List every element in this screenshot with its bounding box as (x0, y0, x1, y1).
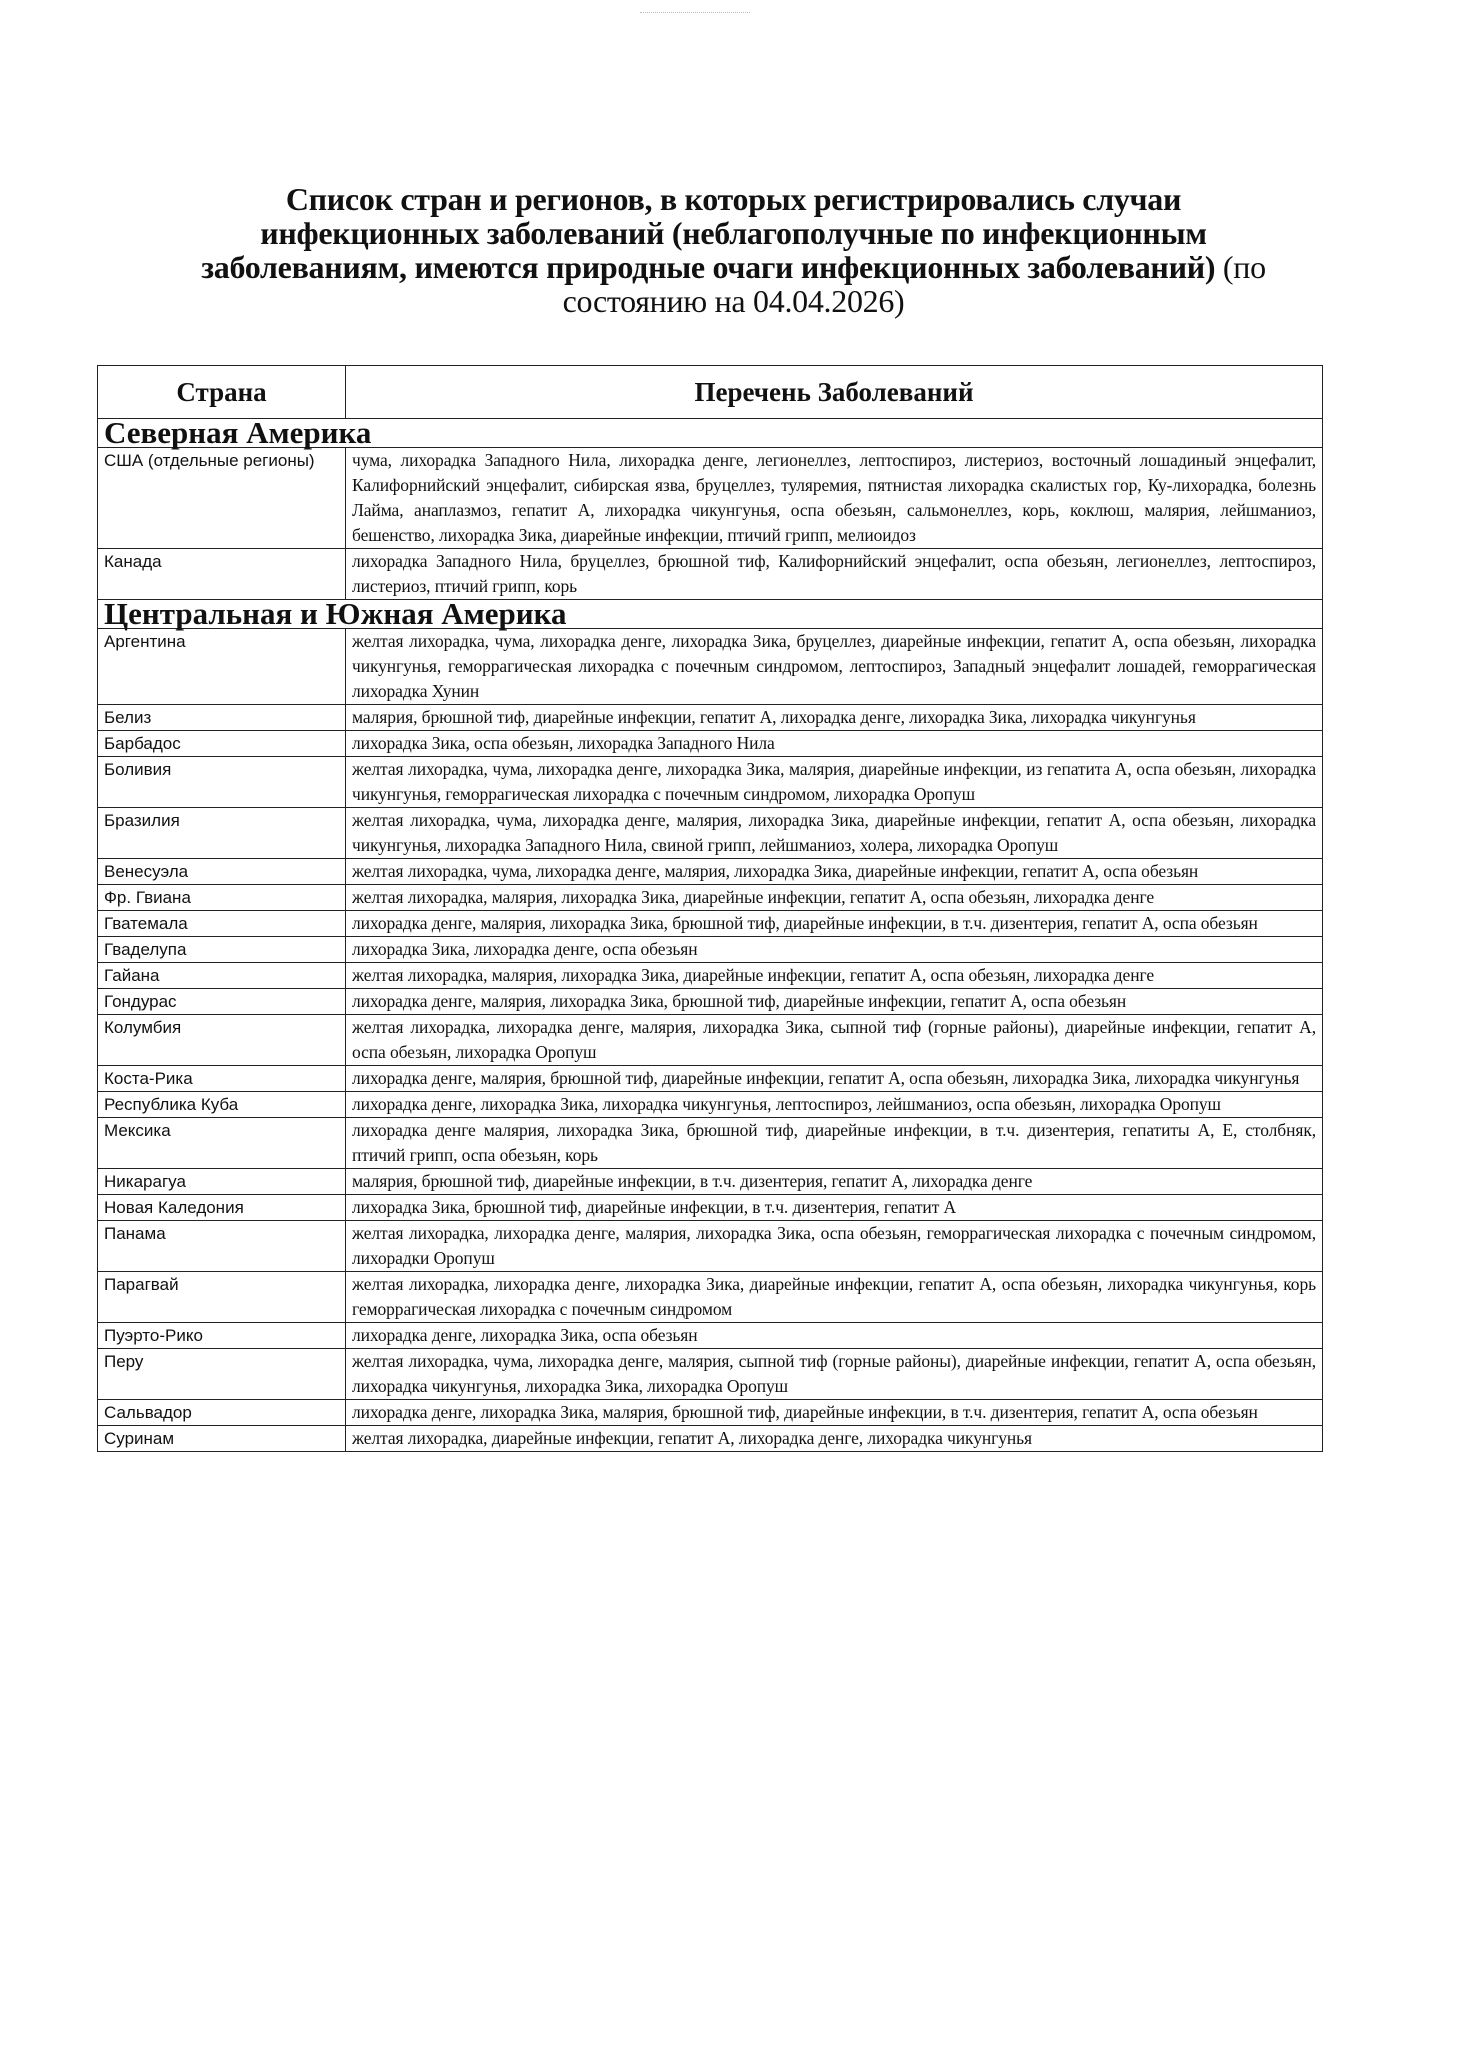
country-cell: Гватемала (98, 911, 346, 937)
table-row (98, 1221, 1323, 1272)
table-row (98, 629, 1323, 705)
disease-list-cell: малярия, брюшной тиф, диарейные инфекции, гепатит А, лихорадка денге, лихорадка Зика, лихорадка чикунгунья (346, 705, 1323, 731)
disease-list-cell: лихорадка денге, лихорадка Зика, лихорадка чикунгунья, лептоспироз, лейшманиоз, оспа обезьян, лихорадка Оропуш (346, 1092, 1323, 1118)
region-heading: Центральная и Южная Америка (98, 600, 1323, 629)
table-row (98, 1015, 1323, 1066)
disease-list-cell: желтая лихорадка, чума, лихорадка денге, малярия, лихорадка Зика, диарейные инфекции, гепатит А, оспа обезьян, лихорадка чикунгунья, лихорадка Западного Нила, свиной грипп, лейшманиоз, холера, лихорадка Оропуш (346, 808, 1323, 859)
diseases-table (97, 365, 1323, 1452)
table-row (98, 731, 1323, 757)
disease-list-cell: лихорадка денге, лихорадка Зика, малярия, брюшной тиф, диарейные инфекции, в т.ч. дизентерия, гепатит А, оспа обезьян (346, 1400, 1323, 1426)
disease-list-cell: желтая лихорадка, чума, лихорадка денге, малярия, сыпной тиф (горные районы), диарейные инфекции, гепатит А, оспа обезьян, лихорадка чикунгунья, лихорадка Зика, лихорадка Оропуш (346, 1349, 1323, 1400)
table-row (98, 448, 1323, 549)
region-row (98, 600, 1323, 629)
disease-list-cell: лихорадка Западного Нила, бруцеллез, брюшной тиф, Калифорнийский энцефалит, оспа обезьян, легионеллез, лептоспироз, листериоз, птичий грипп, корь (346, 549, 1323, 600)
disease-list-cell: лихорадка денге, малярия, лихорадка Зика, брюшной тиф, диарейные инфекции, гепатит А, оспа обезьян (346, 989, 1323, 1015)
country-cell: Венесуэла (98, 859, 346, 885)
scan-artifact (640, 12, 750, 15)
table-row (98, 705, 1323, 731)
country-cell: Белиз (98, 705, 346, 731)
table-row (98, 1323, 1323, 1349)
table-header-row (98, 366, 1323, 419)
table-row (98, 937, 1323, 963)
disease-list-cell: чума, лихорадка Западного Нила, лихорадка денге, легионеллез, лептоспироз, листериоз, восточный лошадиный энцефалит, Калифорнийский энцефалит, сибирская язва, бруцеллез, туляремия, пятнистая лихорадка скалистых гор, Ку-лихорадка, болезнь Лайма, анаплазмоз, гепатит А, лихорадка чикунгунья, оспа обезьян, сальмонеллез, корь, коклюш, малярия, лейшманиоз, бешенство, лихорадка Зика, диарейные инфекции, птичий грипп, мелиоидоз (346, 448, 1323, 549)
title-main: Список стран и регионов, в которых регистрировались случаи инфекционных заболеваний (неблагополучные по инфекционным заболеваниям, имеются природные очаги инфекционных заболеваний) (201, 181, 1216, 285)
table-row (98, 1349, 1323, 1400)
disease-list-cell: лихорадка Зика, лихорадка денге, оспа обезьян (346, 937, 1323, 963)
table-row (98, 1092, 1323, 1118)
title-date-note: (по состоянию на 04.04.2026) (562, 249, 1266, 319)
country-cell: Фр. Гвиана (98, 885, 346, 911)
country-cell: Сальвадор (98, 1400, 346, 1426)
disease-list-cell: лихорадка Зика, оспа обезьян, лихорадка Западного Нила (346, 731, 1323, 757)
disease-list-cell: лихорадка денге малярия, лихорадка Зика, брюшной тиф, диарейные инфекции, в т.ч. дизентерия, гепатиты А, Е, столбняк, птичий грипп, оспа обезьян, корь (346, 1118, 1323, 1169)
disease-list-cell: лихорадка Зика, брюшной тиф, диарейные инфекции, в т.ч. дизентерия, гепатит А (346, 1195, 1323, 1221)
header-country: Страна (98, 366, 346, 419)
country-cell: Новая Каледония (98, 1195, 346, 1221)
region-heading: Северная Америка (98, 419, 1323, 448)
header-diseases: Перечень Заболеваний (346, 366, 1323, 419)
table-row (98, 1400, 1323, 1426)
table-row (98, 1195, 1323, 1221)
country-cell: Мексика (98, 1118, 346, 1169)
country-cell: Боливия (98, 757, 346, 808)
country-cell: США (отдельные регионы) (98, 448, 346, 549)
disease-list-cell: желтая лихорадка, лихорадка денге, лихорадка Зика, диарейные инфекции, гепатит А, оспа обезьян, лихорадка чикунгунья, корь геморрагическая лихорадка с почечным синдромом (346, 1272, 1323, 1323)
table-row (98, 859, 1323, 885)
country-cell: Канада (98, 549, 346, 600)
disease-list-cell: желтая лихорадка, малярия, лихорадка Зика, диарейные инфекции, гепатит А, оспа обезьян, лихорадка денге (346, 963, 1323, 989)
table-row (98, 963, 1323, 989)
table-row (98, 549, 1323, 600)
disease-list-cell: желтая лихорадка, диарейные инфекции, гепатит А, лихорадка денге, лихорадка чикунгунья (346, 1426, 1323, 1452)
table-row (98, 885, 1323, 911)
country-cell: Панама (98, 1221, 346, 1272)
region-row (98, 419, 1323, 448)
country-cell: Суринам (98, 1426, 346, 1452)
table-row (98, 911, 1323, 937)
disease-list-cell: желтая лихорадка, чума, лихорадка денге, лихорадка Зика, малярия, диарейные инфекции, из гепатита А, оспа обезьян, лихорадка чикунгунья, геморрагическая лихорадка с почечным синдромом, лихорадка Оропуш (346, 757, 1323, 808)
disease-list-cell: желтая лихорадка, лихорадка денге, малярия, лихорадка Зика, оспа обезьян, геморрагическая лихорадка с почечным синдромом, лихорадки Оропуш (346, 1221, 1323, 1272)
country-cell: Парагвай (98, 1272, 346, 1323)
country-cell: Гайана (98, 963, 346, 989)
disease-list-cell: малярия, брюшной тиф, диарейные инфекции, в т.ч. дизентерия, гепатит А, лихорадка денге (346, 1169, 1323, 1195)
disease-list-cell: лихорадка денге, малярия, лихорадка Зика, брюшной тиф, диарейные инфекции, в т.ч. дизентерия, гепатит А, оспа обезьян (346, 911, 1323, 937)
table-row (98, 808, 1323, 859)
country-cell: Бразилия (98, 808, 346, 859)
disease-list-cell: желтая лихорадка, малярия, лихорадка Зика, диарейные инфекции, гепатит А, оспа обезьян, лихорадка денге (346, 885, 1323, 911)
country-cell: Коста-Рика (98, 1066, 346, 1092)
country-cell: Барбадос (98, 731, 346, 757)
table-row (98, 1118, 1323, 1169)
document-title (200, 182, 1267, 318)
disease-list-cell: лихорадка денге, лихорадка Зика, оспа обезьян (346, 1323, 1323, 1349)
country-cell: Пуэрто-Рико (98, 1323, 346, 1349)
country-cell: Аргентина (98, 629, 346, 705)
country-cell: Колумбия (98, 1015, 346, 1066)
disease-list-cell: желтая лихорадка, чума, лихорадка денге, малярия, лихорадка Зика, диарейные инфекции, гепатит А, оспа обезьян (346, 859, 1323, 885)
disease-list-cell: лихорадка денге, малярия, брюшной тиф, диарейные инфекции, гепатит А, оспа обезьян, лихорадка Зика, лихорадка чикунгунья (346, 1066, 1323, 1092)
table-row (98, 1169, 1323, 1195)
table-row (98, 989, 1323, 1015)
disease-list-cell: желтая лихорадка, лихорадка денге, малярия, лихорадка Зика, сыпной тиф (горные районы), диарейные инфекции, гепатит А, оспа обезьян, лихорадка Оропуш (346, 1015, 1323, 1066)
country-cell: Перу (98, 1349, 346, 1400)
country-cell: Никарагуа (98, 1169, 346, 1195)
disease-list-cell: желтая лихорадка, чума, лихорадка денге, лихорадка Зика, бруцеллез, диарейные инфекции, гепатит А, оспа обезьян, лихорадка чикунгунья, геморрагическая лихорадка с почечным синдромом, лептоспироз, Западный энцефалит лошадей, геморрагическая лихорадка Хунин (346, 629, 1323, 705)
table-row (98, 1272, 1323, 1323)
table-row (98, 1426, 1323, 1452)
country-cell: Гваделупа (98, 937, 346, 963)
table-row (98, 757, 1323, 808)
country-cell: Гондурас (98, 989, 346, 1015)
table-row (98, 1066, 1323, 1092)
table-body (98, 415, 1323, 1452)
country-cell: Республика Куба (98, 1092, 346, 1118)
